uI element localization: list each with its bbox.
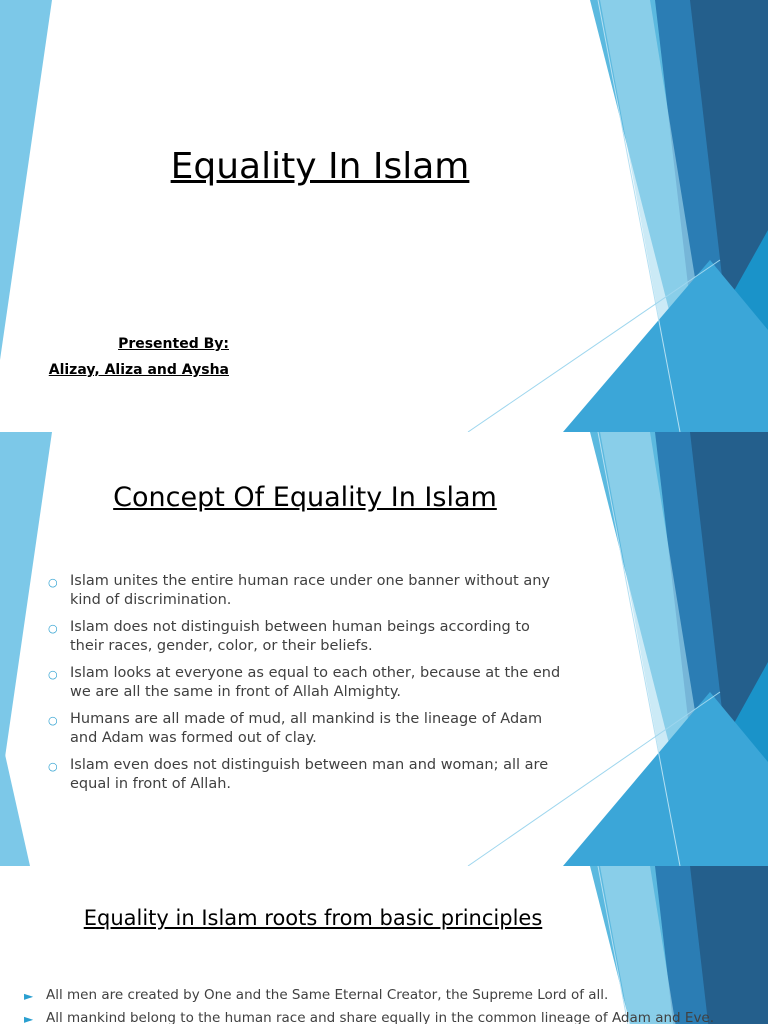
ring-bullet-icon: ○ xyxy=(48,760,58,773)
slide-title: Equality in Islam roots from basic principles xyxy=(83,906,543,930)
list-item: ○ Islam looks at everyone as equal to each other, because at the end we are all the same in front of Allah Almighty. xyxy=(48,665,561,700)
list-item: ○ Islam unites the entire human race under one banner without any kind of discrimination. xyxy=(48,573,551,608)
bullet-list xyxy=(24,986,764,1024)
ring-bullet-icon: ○ xyxy=(48,668,58,681)
ring-bullet-icon: ○ xyxy=(48,576,58,589)
list-item: ► All mankind belong to the human race and share equally in the common lineage of Adam and Eve. xyxy=(24,1009,764,1024)
list-item: ○ Islam does not distinguish between human beings according to their races, gender, color, or their beliefs. xyxy=(48,619,530,654)
presenters-names: Alizay, Aliza and Aysha xyxy=(48,362,229,378)
triangle-bullet-icon: ► xyxy=(24,989,34,1003)
ring-bullet-icon: ○ xyxy=(48,714,58,727)
slide-title: Concept Of Equality In Islam xyxy=(113,482,497,513)
presented-by-label: Presented By: xyxy=(118,336,229,352)
triangle-bullet-icon: ► xyxy=(24,1012,34,1024)
bullet-list xyxy=(46,572,566,802)
concept-slide xyxy=(0,432,768,866)
ring-bullet-icon: ○ xyxy=(48,622,58,635)
title-slide xyxy=(0,0,768,432)
list-item: ○ Humans are all made of mud, all mankind is the lineage of Adam and Adam was formed out of clay. xyxy=(48,711,543,746)
slide-title: Equality In Islam xyxy=(170,146,470,187)
list-item: ► All men are created by One and the Same Eternal Creator, the Supreme Lord of all. xyxy=(24,987,609,1003)
principles-slide xyxy=(0,866,768,1024)
list-item: ○ Islam even does not distinguish between man and woman; all are equal in front of Allah. xyxy=(48,757,549,792)
